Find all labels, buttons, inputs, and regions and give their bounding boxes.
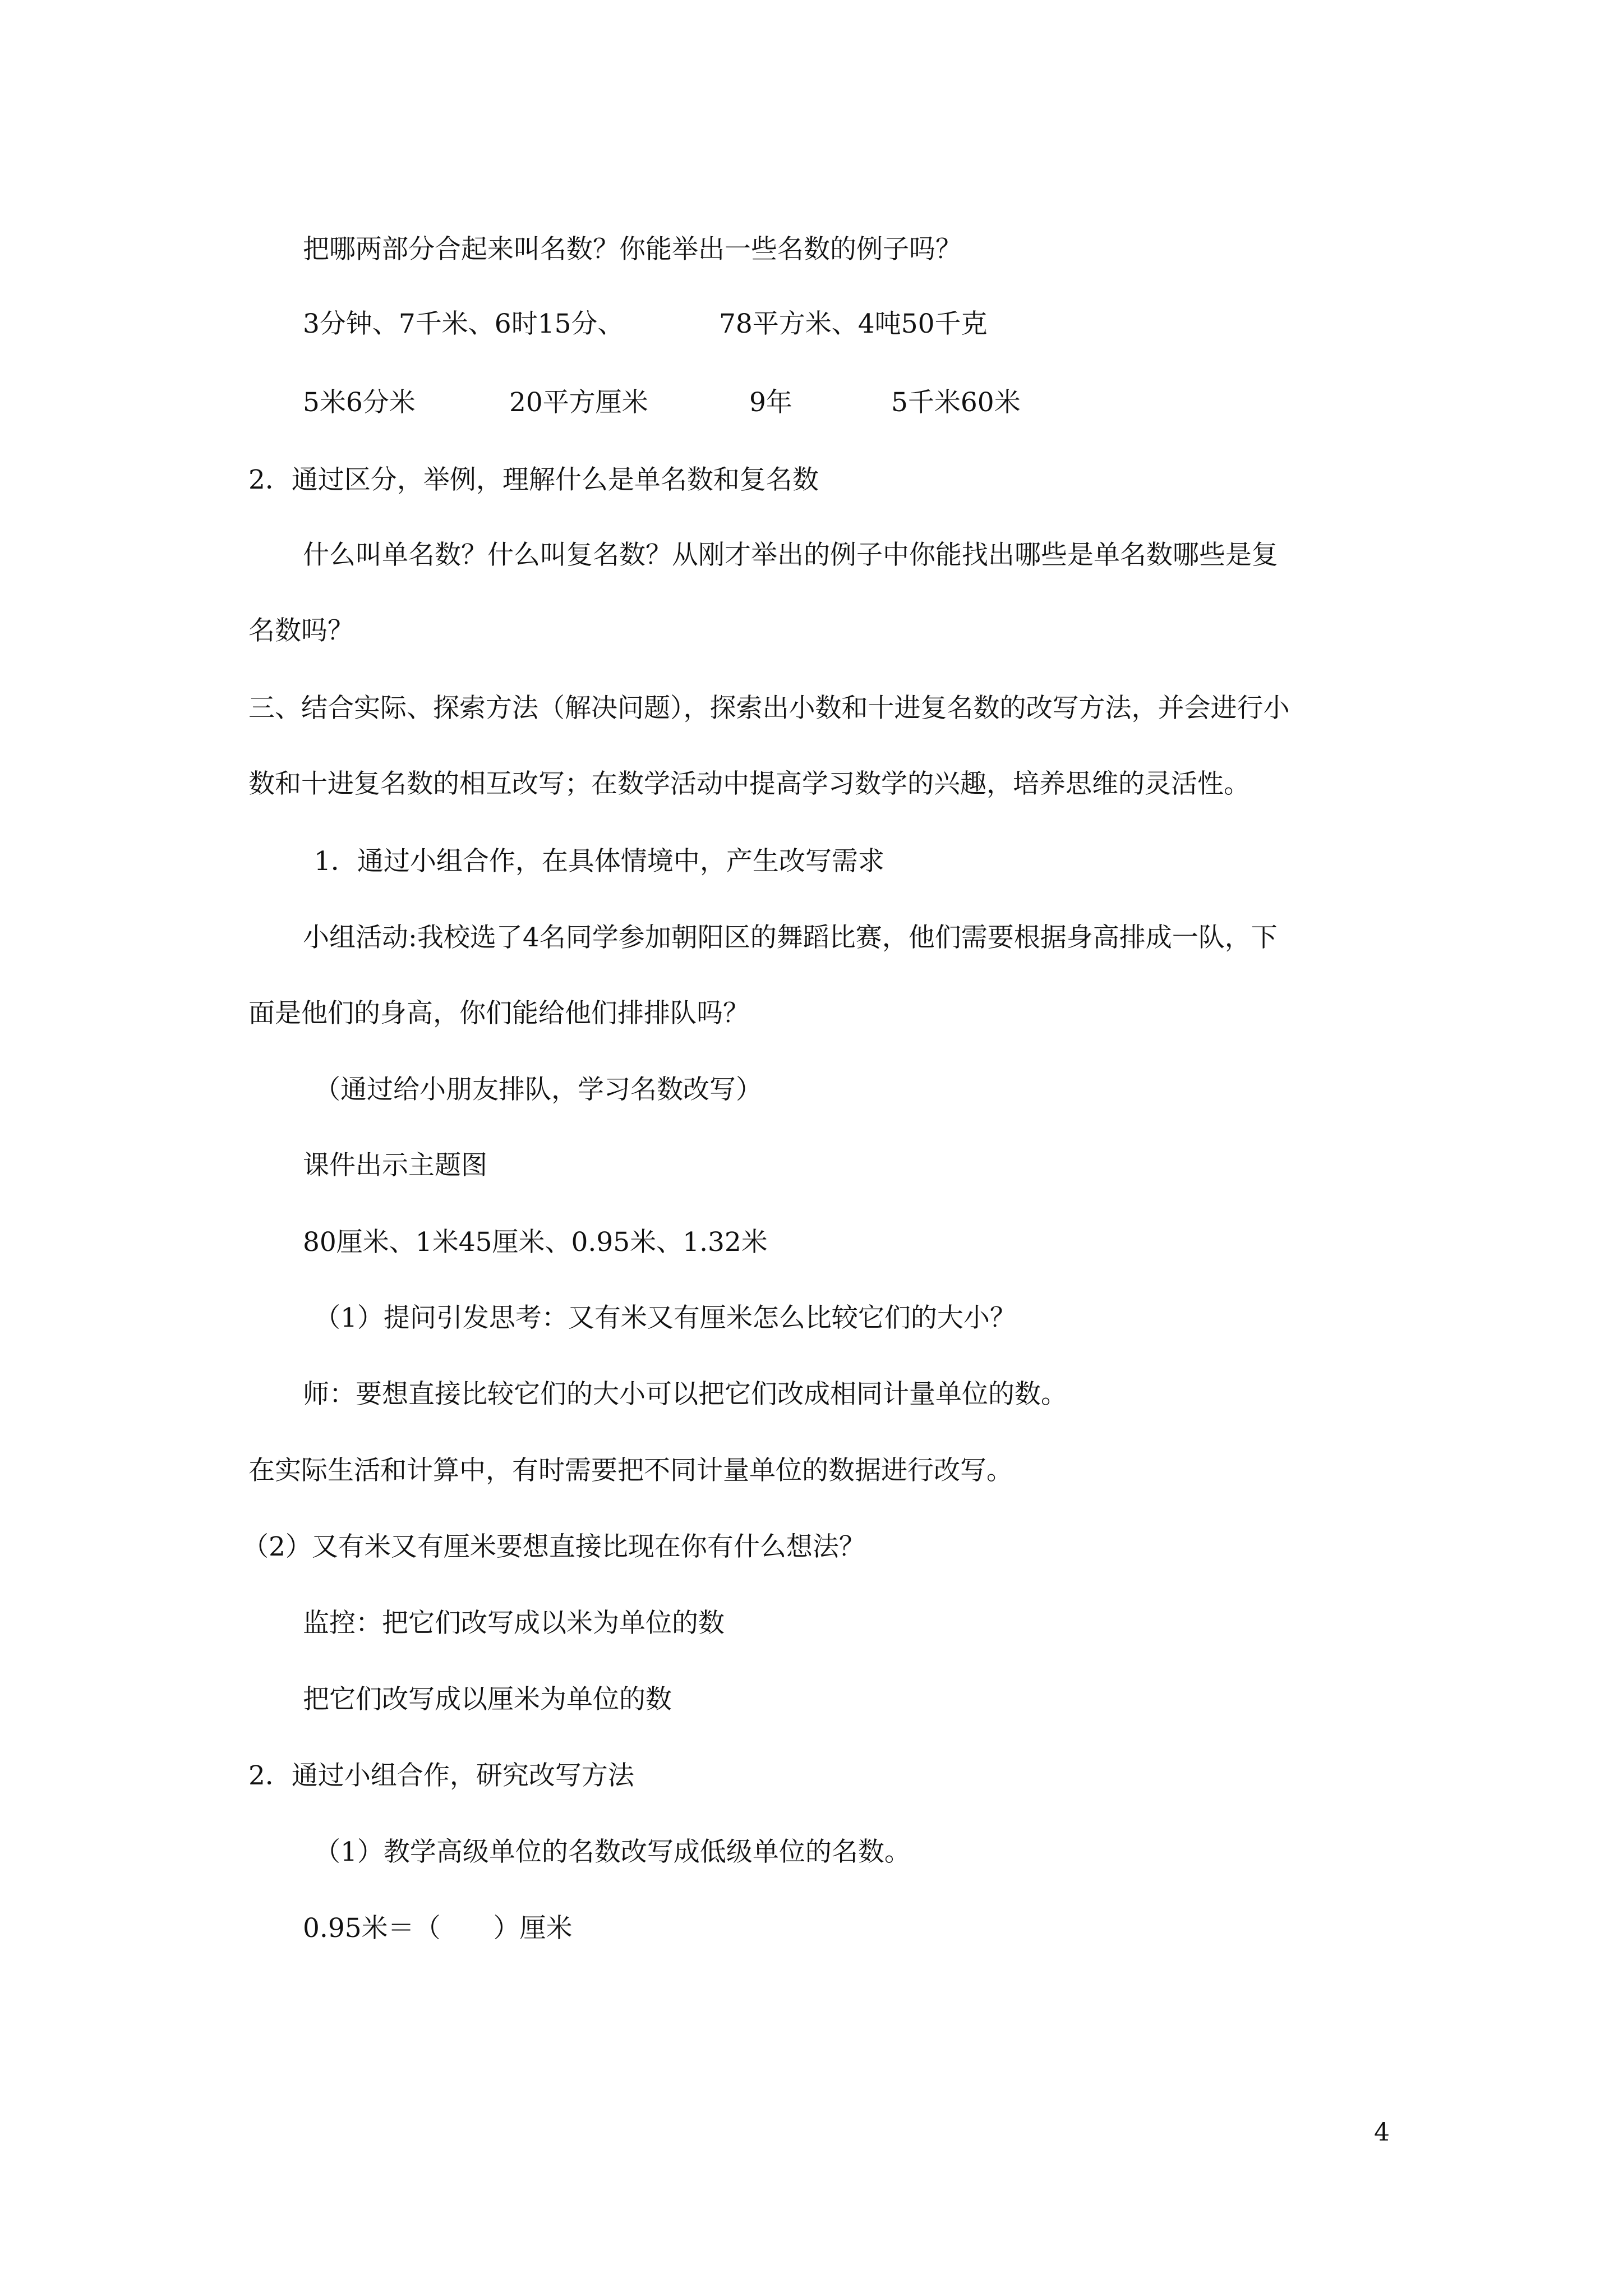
section-heading: 2．通过小组合作，研究改写方法 xyxy=(248,1760,634,1791)
text-line: （1）教学高级单位的名数改写成低级单位的名数。 xyxy=(314,1837,911,1867)
text-line: 课件出示主题图 xyxy=(303,1150,487,1181)
text-line: （通过给小朋友排队，学习名数改写） xyxy=(314,1074,762,1105)
text-line: 把哪两部分合起来叫名数？你能举出一些名数的例子吗？ xyxy=(303,234,962,265)
example-item: 5千米60米 xyxy=(891,387,1021,418)
text-line: （1）提问引发思考：又有米又有厘米怎么比较它们的大小？ xyxy=(314,1303,1016,1333)
exercise-line: 0.95米＝（ ）厘米 xyxy=(303,1913,573,1944)
example-item: 3分钟、7千米、6时15分、 xyxy=(303,309,624,339)
page-number: 4 xyxy=(1374,2118,1390,2147)
text-line: 小组活动:我校选了4名同学参加朝阳区的舞蹈比赛，他们需要根据身高排成一队，下 xyxy=(303,922,1278,953)
example-item: 9年 xyxy=(749,387,792,418)
text-line: 名数吗？ xyxy=(248,615,354,646)
text-line: 监控：把它们改写成以米为单位的数 xyxy=(303,1608,725,1639)
text-line: 80厘米、1米45厘米、0.95米、1.32米 xyxy=(303,1227,768,1258)
example-item: 5米6分米 xyxy=(303,387,416,418)
section-heading: 2．通过区分，举例，理解什么是单名数和复名数 xyxy=(248,464,819,495)
section-heading: 三、结合实际、探索方法（解决问题），探索出小数和十进复名数的改写方法，并会进行小 xyxy=(248,693,1290,724)
text-line: （2）又有米又有厘米要想直接比现在你有什么想法？ xyxy=(242,1531,865,1562)
text-line: 面是他们的身高，你们能给他们排排队吗？ xyxy=(248,998,749,1029)
text-line: 师：要想直接比较它们的大小可以把它们改成相同计量单位的数。 xyxy=(303,1379,1067,1410)
text-line: 把它们改写成以厘米为单位的数 xyxy=(303,1684,672,1715)
example-item: 20平方厘米 xyxy=(509,387,648,418)
example-item: 78平方米、4吨50千克 xyxy=(719,309,988,339)
text-line: 在实际生活和计算中，有时需要把不同计量单位的数据进行改写。 xyxy=(248,1455,1013,1486)
text-line: 数和十进复名数的相互改写；在数学活动中提高学习数学的兴趣，培养思维的灵活性。 xyxy=(248,769,1250,799)
subsection-heading: 1．通过小组合作，在具体情境中，产生改写需求 xyxy=(314,846,884,877)
text-line: 什么叫单名数？什么叫复名数？从刚才举出的例子中你能找出哪些是单名数哪些是复 xyxy=(303,540,1278,570)
